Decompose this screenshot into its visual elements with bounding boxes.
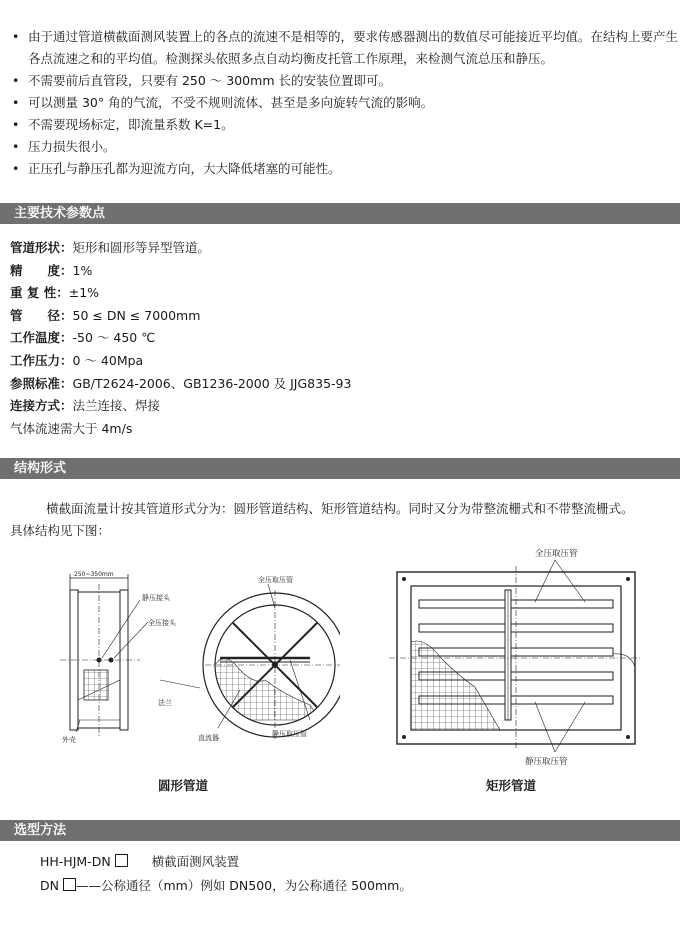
param-list	[10, 237, 680, 440]
bullet-icon: •	[12, 161, 20, 176]
param-label: 管 径：	[10, 307, 73, 323]
feature-list	[10, 26, 682, 180]
feature-text: 由于通过管道横截面测风装置上的各点的流速不是相等的，要求传感器测出的数值尽可能接近平均值。在结构上要产生各点流速之和的平均值。检测探头依照多点自动均衡皮托管工作原理，来检测气流总压和静压。	[28, 29, 679, 66]
side-view	[60, 574, 140, 738]
param-label: 管道形状：	[10, 240, 73, 255]
bullet-icon: •	[12, 29, 20, 44]
intro-line	[10, 496, 682, 522]
feature-item	[10, 92, 682, 114]
total-connector-label: 全压接头	[148, 619, 176, 627]
placeholder-box-icon	[63, 878, 76, 891]
feature-item	[10, 70, 682, 92]
param-value: 50 ≤ DN ≤ 7000mm	[72, 307, 201, 323]
param-row	[10, 327, 680, 350]
section-header-selection: 选型方法	[0, 820, 680, 841]
rect-total-tube-label: 全压取压管	[535, 549, 578, 559]
param-value: 气体流速需大于 4m/s	[10, 420, 133, 436]
feature-text: 不需要现场标定，即流量系数 K=1。	[28, 117, 234, 132]
structure-intro	[10, 496, 682, 544]
section-header-structure: 结构形式	[0, 458, 680, 479]
feature-item	[10, 114, 682, 136]
rect-duct-caption: 矩形管道	[486, 778, 537, 793]
intro-line: 具体结构见下图：	[10, 523, 111, 538]
feature-text: 正压孔与静压孔都为迎流方向，大大降低堵塞的可能性。	[28, 161, 341, 176]
param-value: GB/T2624-2006、GB1236-2000 及 JJG835-93	[72, 375, 352, 391]
shell-label: 外壳	[62, 736, 76, 744]
feature-item	[10, 158, 682, 180]
param-label: 参照标准：	[10, 375, 73, 391]
model-desc: 横截面测风装置	[151, 854, 240, 869]
rect-static-tube-label: 静压取压管	[525, 757, 568, 767]
param-row	[10, 260, 680, 283]
intro-text: 横截面流量计按其管道形式分为：圆形管道结构、矩形管道结构。同时又分为带整流栅式和不带整流栅式。	[46, 501, 634, 516]
static-tube-label: 静压取压管	[272, 730, 307, 738]
feature-text: 压力损失很小。	[28, 139, 116, 154]
bullet-icon: •	[12, 95, 20, 110]
feature-item	[10, 136, 682, 158]
param-value: 0 ～ 40Mpa	[72, 352, 144, 368]
param-value: -50 ～ 450 ℃	[72, 330, 156, 346]
total-tube-label: 全压取压管	[258, 576, 293, 584]
param-row	[10, 395, 680, 418]
dn-desc: ——公称通径（mm）例如 DN500，为公称通径 500mm。	[75, 878, 412, 893]
param-label: 工作压力：	[10, 352, 73, 368]
feature-text: 可以测量 30° 角的气流，不受不规则流体、甚至是多向旋转气流的影响。	[28, 95, 434, 110]
param-value: 法兰连接、焊接	[72, 398, 161, 414]
param-label: 工作温度：	[10, 330, 73, 346]
round-duct-caption: 圆形管道	[158, 778, 209, 793]
param-row	[10, 282, 680, 305]
param-value: ±1%	[68, 285, 100, 301]
param-row	[10, 237, 680, 260]
feature-item	[10, 26, 682, 70]
feature-text: 不需要前后直管段，只要有 250 ～ 300mm 长的安装位置即可。	[28, 73, 391, 88]
round-duct-figure	[40, 570, 340, 750]
flange-label: 法兰	[158, 699, 172, 707]
dn-line	[40, 876, 412, 896]
param-row	[10, 373, 680, 396]
param-value: 矩形和圆形等异型管道。	[72, 240, 211, 255]
param-value: 1%	[72, 262, 93, 278]
rect-duct-figure	[385, 542, 645, 772]
param-row	[10, 350, 680, 373]
straightener-label: 直流器	[198, 734, 219, 742]
section-header-tech: 主要技术参数点	[0, 203, 680, 224]
param-label: 连接方式：	[10, 398, 73, 414]
dim-label: 250~350mm	[74, 571, 114, 578]
param-label: 重 复 性：	[10, 285, 69, 301]
model-code: HH-HJM-DN	[40, 854, 111, 869]
dn-prefix: DN	[40, 878, 59, 893]
model-code-line	[40, 852, 239, 872]
static-connector-label: 静压接头	[142, 594, 170, 602]
bullet-icon: •	[12, 117, 20, 132]
bullet-icon: •	[12, 73, 20, 88]
param-label: 精 度：	[10, 262, 73, 278]
placeholder-box-icon	[115, 854, 128, 867]
param-row	[10, 418, 680, 441]
bullet-icon: •	[12, 139, 20, 154]
front-view	[203, 590, 340, 740]
param-row	[10, 305, 680, 328]
